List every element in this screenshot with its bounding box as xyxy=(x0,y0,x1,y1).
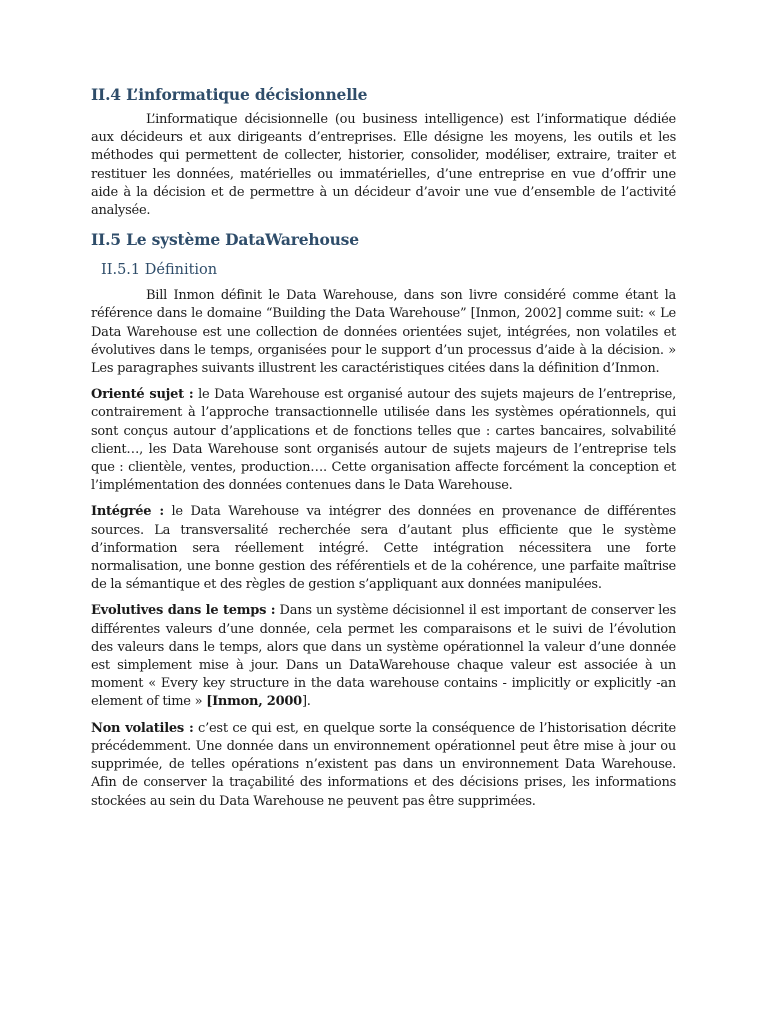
paragraph-inmon-definition: Bill Inmon définit le Data Warehouse, dans son livre considéré comme étant la référence dans le domaine “Building the Data Warehouse” [Inmon, 2002] comme suit: « Le Data Warehouse est une collection de données orientées sujet, intégrées, non volatiles et évolutives dans le temps, organisées pour le support d’un processus d’aide à la décision. » Les paragraphes suivants illustrent les caractéristiques citées dans la définition d’Inmon. xyxy=(91,288,676,377)
subsection-heading-2-5-1: II.5.1 Définition xyxy=(101,262,218,279)
term-integree: Intégrée : xyxy=(91,504,164,520)
paragraph-integree xyxy=(91,503,676,594)
text-evolutives: Dans un système décisionnel il est important de conserver les différentes valeurs d’une donnée, cela permet les comparaisons et le suivi de l’évolution des valeurs dans le temps, alors que dans un système opérationnel la valeur d’une donnée est simplement mise à jour. Dans un DataWarehouse chaque valeur est associée à un moment « Every key structure in the data warehouse contains - implicitly or explicitly -an element of time » xyxy=(91,603,676,710)
section-heading-2-5: II.5 Le système DataWarehouse xyxy=(91,230,359,250)
text-integree: le Data Warehouse va intégrer des données en provenance de différentes sources. La transversalité recherchée sera d’autant plus efficiente que le système d’information sera réellement intégré. Cette intégration nécessitera une forte normalisation, une bonne gestion des référentiels et de la cohérence, une parfaite maîtrise de la sémantique et des règles de gestion s’appliquant aux données manipulées. xyxy=(91,504,676,593)
text-oriente-sujet: le Data Warehouse est organisé autour des sujets majeurs de l’entreprise, contrairement à l’approche transactionnelle utilisée dans les systèmes opérationnels, qui sont conçus autour d’applications et de fonctions telles que : cartes bancaires, solvabilité client…, les Data Warehouse sont organisés autour de sujets majeurs de l’entreprise tels que : clientèle, ventes, production…. Cette organisation affecte forcément la conception et l’implémentation des données contenues dans le Data Warehouse. xyxy=(91,387,676,494)
term-non-volatiles: Non volatiles : xyxy=(91,720,194,736)
citation-end: ]. xyxy=(301,694,311,710)
term-oriente-sujet: Orienté sujet : xyxy=(91,387,194,403)
text-non-volatiles: c’est ce qui est, en quelque sorte la conséquence de l’historisation décrite précédemment. Une donnée dans un environnement opérationnel peut être mise à jour ou supprimée, de telles opérations n’existent pas dans un environnement Data Warehouse. Afin de conserver la traçabilité des informations et des décisions prises, les informations stockées au sein du Data Warehouse ne peuvent pas être supprimées. xyxy=(91,720,676,809)
document-page xyxy=(91,84,676,811)
paragraph-evolutives xyxy=(91,602,676,711)
paragraph-non-volatiles xyxy=(91,720,676,811)
section-heading-2-4: II.4 L’informatique décisionnelle xyxy=(91,85,368,104)
term-evolutives: Evolutives dans le temps : xyxy=(91,603,276,619)
paragraph-bi-definition: L’informatique décisionnelle (ou business intelligence) est l’informatique dédiée aux décideurs et aux dirigeants d’entreprises. Elle désigne les moyens, les outils et les méthodes qui permettent de collecter, historier, consolider, modéliser, extraire, traiter et restituer les données, matérielles ou immatérielles, d’une entreprise en vue d’offrir une aide à la décision et de permettre à un décideur d’avoir une vue d’ensemble de l’activité analysée. xyxy=(91,112,676,219)
paragraph-oriente-sujet xyxy=(91,386,676,495)
citation-inmon-2000: [Inmon, 2000 xyxy=(206,694,302,710)
